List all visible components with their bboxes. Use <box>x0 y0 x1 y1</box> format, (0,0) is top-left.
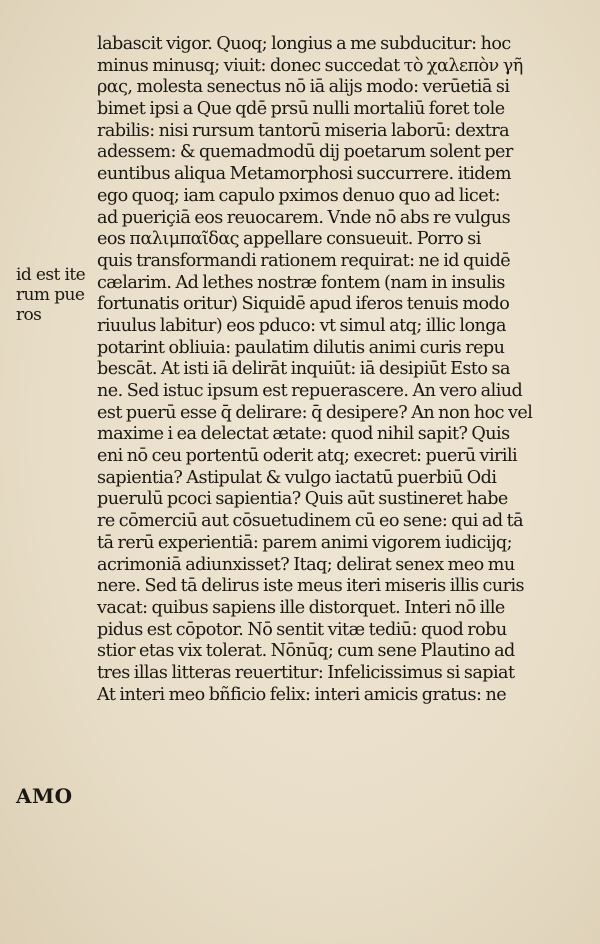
text-line: puerulū pcoci sapientia? Quis aūt sustineret habe <box>97 489 508 510</box>
text-line: quis transformandi rationem requirat: ne id quidē <box>97 250 511 271</box>
text-line: ne. Sed istuc ipsum est repuerascere. An vero aliud <box>97 381 523 401</box>
text-line: ρας, molesta senectus nō iā alijs modo: verūetiā si <box>97 77 510 98</box>
text-line: ad pueriçiā eos reuocarem. Vnde nō abs re vulgus <box>97 207 511 228</box>
margin-note-amo <box>16 786 98 806</box>
text-line: labascit vigor. Quoq; longius a me subducitur: hoc <box>97 34 511 54</box>
text-line: vacat: quibus sapiens ille distorquet. Interi nō ille <box>97 597 505 618</box>
main-text-block <box>97 34 585 706</box>
text-line: cælarim. Ad lethes nostræ fontem (nam in insulis <box>97 272 505 293</box>
text-line: fortunatis oritur) Siquidē apud iferos tenuis modo <box>97 294 510 315</box>
text-line: riuulus labitur) eos pduco: vt simul atq; illic longa <box>97 315 506 336</box>
text-line: tā rerū experientiā: parem animi vigorem iudicijq; <box>97 532 512 553</box>
margin-note-line: ros <box>16 305 42 325</box>
text-line: eni nō ceu portentū oderit atq; execret: puerū virili <box>97 446 518 467</box>
text-line: adessem: & quemadmodū dij poetarum solent per <box>97 142 513 163</box>
text-line: At interi meo bñficio felix: interi amicis gratus: ne <box>97 684 507 705</box>
margin-note-gloss <box>16 265 98 325</box>
text-line: tres illas litteras reuertitur: Infelicissimus si sapiat <box>97 662 515 683</box>
text-line: potarint obliuia: paulatim dilutis animi curis repu <box>97 337 505 358</box>
text-line: minus minusq; viuit: donec succedat τὸ χαλεπὸν γῆ <box>97 55 523 76</box>
margin-note-line: AMO <box>16 784 73 808</box>
text-line: euntibus aliqua Metamorphosi succurrere. itidem <box>97 164 511 185</box>
margin-note-line: id est ite <box>16 265 86 285</box>
text-line: acrimoniā adiunxisset? Itaq; delirat senex meo mu <box>97 554 515 575</box>
margin-note-line: rum pue <box>16 285 85 305</box>
text-line: stior etas vix tolerat. Nōnūq; cum sene Plautino ad <box>97 641 515 662</box>
text-line: sapientia? Astipulat & vulgo iactatū puerbiū Odi <box>97 467 497 488</box>
text-line: re cōmerciū aut cōsuetudinem cū eo sene: qui ad tā <box>97 511 524 532</box>
text-line: est puerū esse q̄ delirare: q̄ desipere? An non hoc vel <box>97 402 533 423</box>
text-line: pidus est cōpotor. Nō sentit vitæ tediū: quod robu <box>97 619 507 640</box>
text-line: nere. Sed tā delirus iste meus iteri miseris illis curis <box>97 576 525 597</box>
text-line: ego quoq; iam capulo pximos denuo quo ad licet: <box>97 185 500 206</box>
text-line: eos παλιμπαῖδας appellare consueuit. Porro si <box>97 229 481 250</box>
text-line: rabilis: nisi rursum tantorū miseria laborū: dextra <box>97 120 510 141</box>
text-line: bimet ipsi a Que qdē prsū nulli mortaliū foret tole <box>97 99 505 120</box>
text-line: bescāt. At isti iā delirāt inquiūt: iā desipiūt Esto sa <box>97 359 510 380</box>
text-line: maxime i ea delectat ætate: quod nihil sapit? Quis <box>97 424 510 445</box>
